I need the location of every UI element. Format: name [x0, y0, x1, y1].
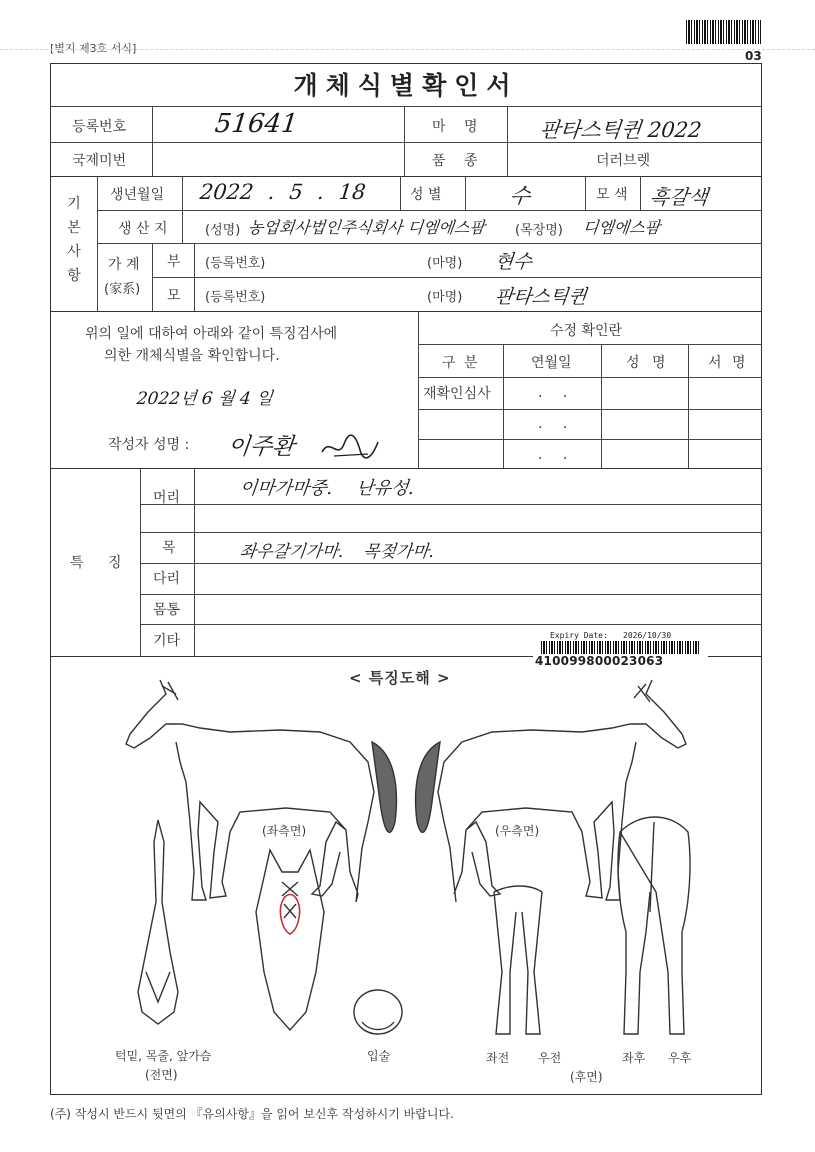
sex-label: 성 별: [410, 187, 442, 203]
sex-value: 수: [508, 184, 532, 208]
origin-label: 생 산 지: [118, 221, 168, 237]
origin-name-prefix: (성명): [205, 223, 241, 238]
confirm-text-line2: 의한 개체식별을 확인합니다.: [104, 348, 280, 364]
revision-row1-type: 재확인심사: [423, 386, 491, 402]
basic-section-label: 기본사항: [67, 196, 81, 284]
sticker-barcode: [541, 641, 701, 654]
sire-label: 부: [167, 254, 181, 270]
page-number: 03: [745, 49, 762, 63]
revision-row1-date: . .: [538, 385, 568, 401]
muzzle-label: 입술: [367, 1049, 391, 1063]
line: [50, 106, 762, 107]
horse-diagram: [50, 672, 762, 1092]
footer-note: (주) 작성시 반드시 뒷면의 『유의사항』을 읽어 보신후 작성하시기 바랍니다.: [50, 1107, 454, 1121]
right-hind-label: 우후: [668, 1051, 692, 1065]
revision-col-type: 구 분: [442, 355, 478, 371]
horse-muzzle-view: [354, 990, 402, 1034]
coat-value: 흑갈색: [648, 185, 710, 209]
left-hind-label: 좌후: [622, 1051, 646, 1065]
features-section-label: 특 징: [70, 555, 122, 571]
expiry-value: 2026/10/30: [623, 631, 672, 640]
revision-row3-date: . .: [538, 447, 568, 463]
author-label: 작성자 성명 :: [108, 437, 190, 453]
horse-front-legs-view: [494, 886, 542, 1034]
confirm-text-line1: 위의 일에 대하여 아래와 같이 특징검사에: [85, 326, 338, 342]
body-label: 몸통: [153, 602, 181, 618]
farm-prefix: (목장명): [515, 223, 563, 238]
dam-name-value: 판타스틱퀸: [493, 286, 588, 308]
document-title: 개체식별확인서: [293, 71, 519, 100]
horse-left-side: [126, 680, 396, 902]
author-signature: [320, 432, 380, 462]
expiry-label: Expiry Date:: [550, 631, 608, 640]
reg-no-label: 등록번호: [72, 119, 127, 135]
sire-name-value: 현수: [493, 251, 533, 273]
right-front-label: 우전: [538, 1051, 562, 1065]
breed-label: 품 종: [432, 153, 478, 169]
front-view-label: (전면): [145, 1068, 178, 1082]
revision-title: 수정 확인란: [550, 323, 623, 339]
head-value: 이마가마중. 난유성.: [238, 478, 416, 499]
dam-label: 모: [167, 288, 181, 304]
farm-value: 디엠에스팜: [581, 218, 662, 237]
right-side-label: (우측면): [495, 824, 540, 838]
horse-front-neck-view: [138, 820, 178, 1024]
rear-view-label: (후면): [570, 1070, 603, 1084]
left-front-label: 좌전: [486, 1051, 510, 1065]
family-hanja: (家系): [104, 282, 141, 297]
sire-name-prefix: (마명): [427, 256, 463, 271]
leg-label: 다리: [153, 571, 181, 587]
intl-no-label: 국제미번: [72, 153, 127, 169]
family-label: 가 계: [108, 257, 140, 273]
revision-col-name: 성 명: [626, 355, 666, 371]
expiry-sticker: [533, 629, 708, 669]
revision-col-date: 연월일: [531, 355, 572, 371]
etc-label: 기타: [153, 633, 181, 649]
confirm-date: 2022년 6 월 4 일: [135, 389, 274, 409]
top-divider: [0, 49, 815, 50]
horse-name-label: 마 명: [432, 119, 478, 135]
front-caption: 턱밑, 목줄, 앞가슴: [115, 1049, 212, 1063]
horse-rear-view: [618, 817, 690, 1034]
reg-no-value: 51641: [213, 109, 300, 139]
revision-col-sign: 서 명: [708, 355, 746, 371]
dam-reg-prefix: (등록번호): [205, 290, 266, 305]
horse-name-value: 판타스틱퀸 2022: [538, 118, 703, 142]
author-value: 이주환: [226, 434, 296, 460]
neck-label: 목: [162, 540, 176, 556]
breed-value: 더러브렛: [596, 153, 651, 169]
birth-value: 2022 . 5 . 18: [198, 180, 367, 204]
neck-value: 좌우갈기가마. 목젖가마.: [238, 542, 436, 562]
horse-right-side: [416, 680, 686, 902]
birth-label: 생년월일: [110, 187, 165, 203]
horse-head-front-view: [256, 850, 324, 1030]
head-label: 머리: [153, 490, 181, 506]
coat-label: 모 색: [596, 187, 628, 203]
form-code: [별지 제3호 서식]: [50, 42, 137, 55]
left-side-label: (좌측면): [262, 824, 307, 838]
document-barcode: [686, 20, 761, 44]
dam-name-prefix: (마명): [427, 290, 463, 305]
revision-row2-date: . .: [538, 416, 568, 432]
origin-name-value: 농업회사법인주식회사 디엠에스팜: [246, 218, 486, 237]
diagram-title: < 특징도해 >: [349, 669, 451, 687]
sticker-barcode-number: 410099800023063: [535, 654, 664, 668]
sire-reg-prefix: (등록번호): [205, 256, 266, 271]
